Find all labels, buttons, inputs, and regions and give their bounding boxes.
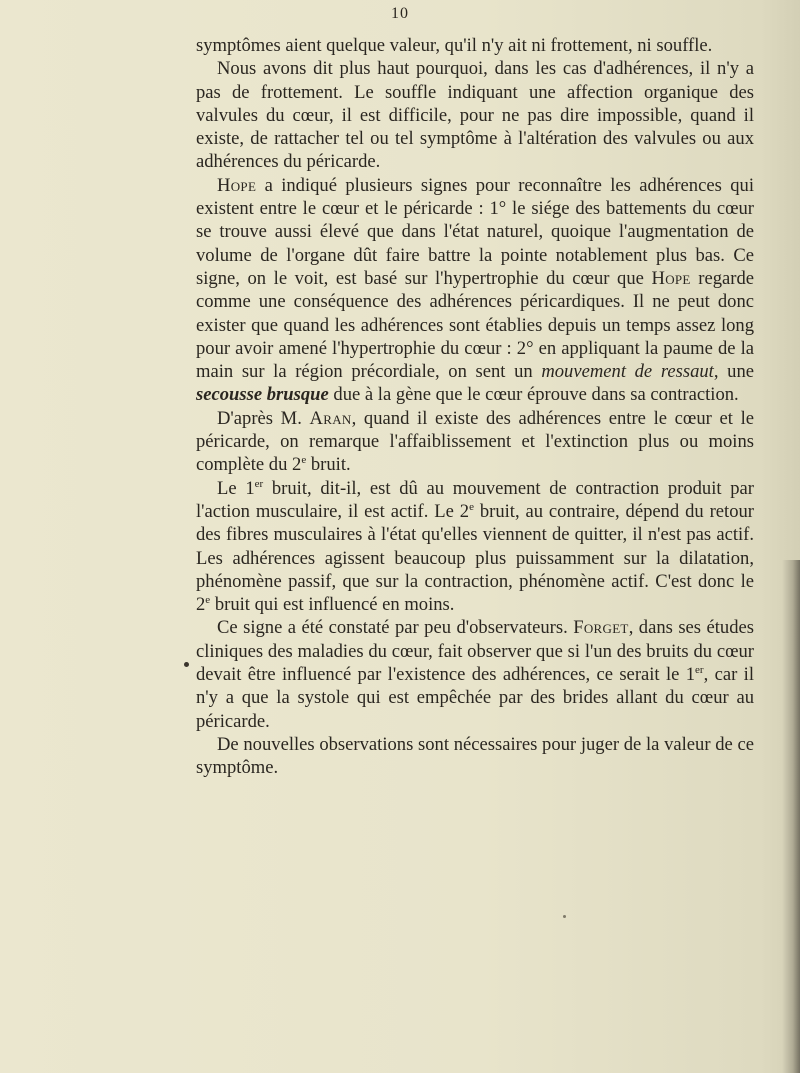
ink-speck: [184, 662, 189, 667]
paragraph: Nous avons dit plus haut pourquoi, dans les cas d'adhérences, il n'y a pas de frottement. Le souffle indiquant une affection organique des valvules du cœur, il est difficile, pour ne pas dire impossible, quand il existe, de rattacher tel ou tel symptôme à l'altération des valvules ou aux adhérences du péricarde.: [196, 58, 754, 173]
italic-term: mouvement de ressaut: [541, 361, 714, 383]
paragraph: Hope a indiqué plusieurs signes pour reconnaître les adhérences qui existent entre le cœur et le péricarde : 1° le siége des battements du cœur se trouve aussi élevé que dans l'état naturel, quoique l'augmentation de volume de l'organe dût faire battre la pointe notablement plus bas. Ce signe, on le voit, est basé sur l'hypertrophie du cœur que Hope regarde comme une conséquence des adhérences péricardiques. Il ne peut donc exister que quand les adhérences sont établies depuis un temps assez long pour avoir amené l'hypertrophie du cœur : 2° en appliquant la paume de la main sur la région précordiale, on sent un mouvement de ressaut, une secousse brusque due à la gène que le cœur éprouve dans sa contraction.: [196, 174, 754, 406]
paragraph-continuation: symptômes aient quelque valeur, qu'il n'y ait ni frottement, ni souffle.: [196, 35, 713, 56]
paragraph: Ce signe a été constaté par peu d'observateurs. Forget, dans ses études cliniques des maladies du cœur, fait observer que si l'un des bruits du cœur devait être influencé par l'existence des adhérences, ce serait le 1er, car il n'y a que la systole qui est empêchée par des brides allant du cœur au péricarde.: [196, 617, 754, 732]
page-number: 10: [391, 5, 409, 22]
superscript: e: [205, 593, 211, 606]
body-text: [196, 34, 754, 780]
author-name: Forget: [573, 617, 629, 639]
paragraph: D'après M. Aran, quand il existe des adhérences entre le cœur et le péricarde, on remarque l'affaiblissement et l'extinction plus ou moins complète du 2e bruit.: [196, 407, 754, 476]
superscript: er: [695, 663, 704, 676]
author-name: Aran: [309, 407, 352, 429]
paragraph: Le 1er bruit, dit-il, est dû au mouvement de contraction produit par l'action musculaire, il est actif. Le 2e bruit, au contraire, dépend du retour des fibres musculaires à l'état qu'elles viennent de quitter, il n'est pas actif. Les adhérences agissent beaucoup plus puissamment sur la dilatation, phénomène passif, que sur la contraction, phénomène actif. C'est donc le 2e bruit qui est influencé en moins.: [196, 477, 754, 616]
page-edge-shadow: [782, 560, 800, 1073]
ink-speck: [563, 915, 566, 918]
superscript: e: [301, 454, 307, 467]
superscript: e: [469, 500, 474, 513]
author-name: Hope: [217, 174, 257, 196]
paragraph: De nouvelles observations sont nécessaires pour juger de la valeur de ce symptôme.: [196, 733, 754, 779]
superscript: er: [254, 477, 264, 490]
author-name: Hope: [651, 267, 691, 289]
italic-term: secousse brusque: [196, 384, 329, 406]
